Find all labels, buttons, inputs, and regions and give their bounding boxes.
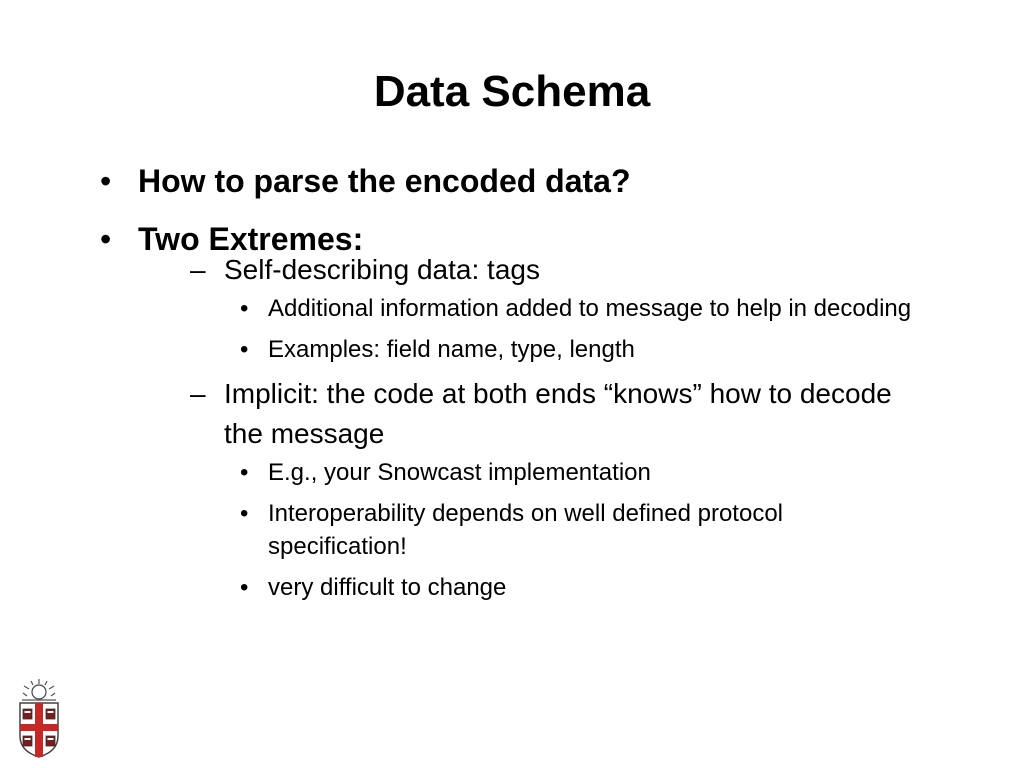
sub-bullet-text: Self-describing data: tags xyxy=(224,254,540,285)
bullet-item: • How to parse the encoded data? xyxy=(96,160,916,202)
bullet-list xyxy=(96,160,916,604)
detail-item: • Additional information added to message to help in decoding xyxy=(234,292,918,325)
detail-item: • E.g., your Snowcast implementation xyxy=(234,456,918,489)
sub-bullet-list xyxy=(190,250,916,604)
university-shield-logo xyxy=(14,678,64,758)
sub-bullet-item xyxy=(190,250,916,366)
detail-item: • Interoperability depends on well defined protocol specification! xyxy=(234,497,918,563)
detail-list xyxy=(234,292,916,366)
slide-content xyxy=(96,160,916,620)
slide-title: Data Schema xyxy=(373,67,651,116)
bullet-item xyxy=(96,218,916,604)
sun-crest-icon xyxy=(22,679,56,700)
detail-item: • Examples: field name, type, length xyxy=(234,333,918,366)
sub-bullet-text: Implicit: the code at both ends “knows” how to decode the message xyxy=(224,378,892,449)
detail-item: • very difficult to change xyxy=(234,571,918,604)
shield-icon xyxy=(20,703,58,757)
bullet-text: Two Extremes: xyxy=(138,221,364,257)
sub-bullet-item xyxy=(190,374,916,604)
detail-list xyxy=(234,456,916,604)
